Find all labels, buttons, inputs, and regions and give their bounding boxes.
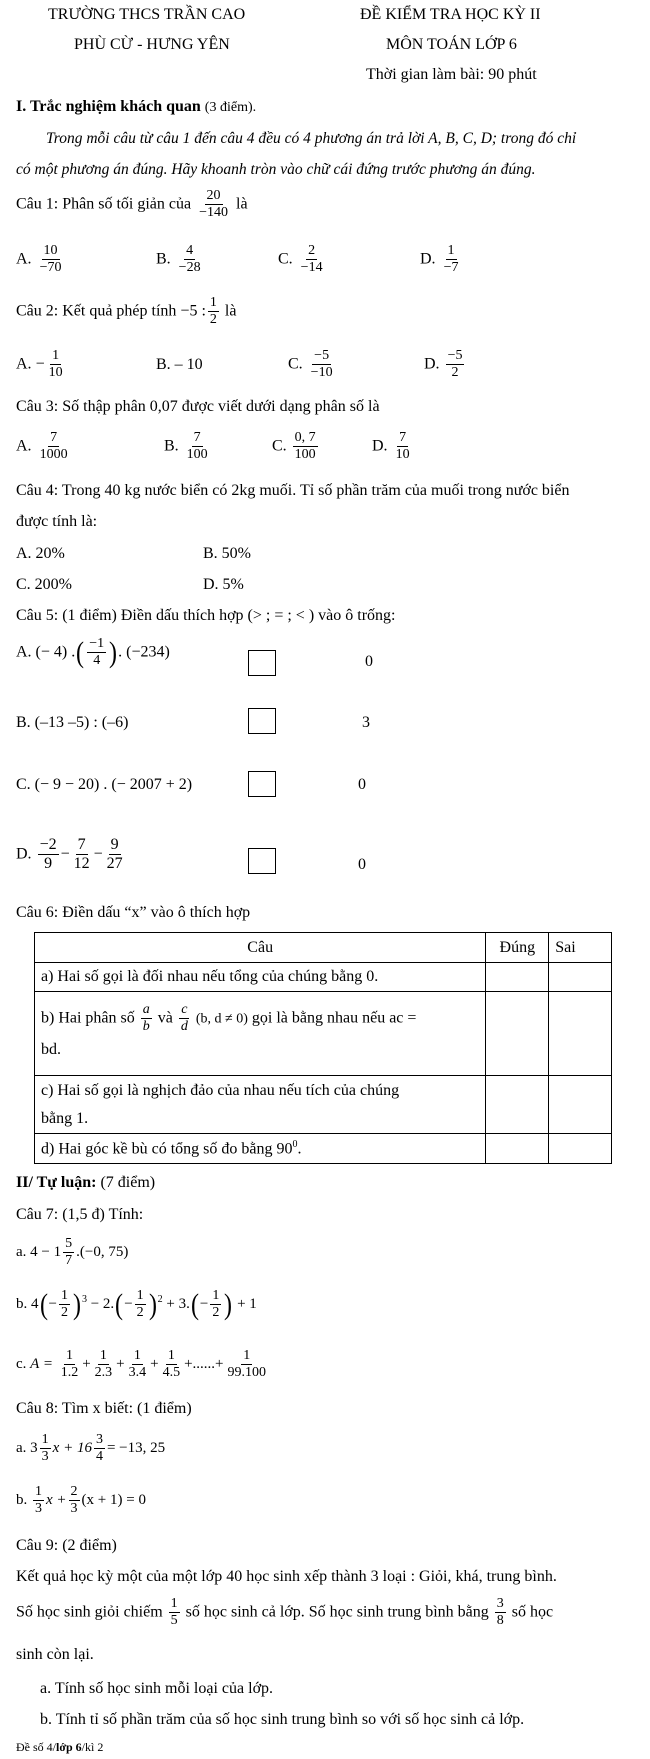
q1-stem bbox=[16, 188, 248, 221]
exam-subject: MÔN TOÁN LỚP 6 bbox=[386, 36, 517, 53]
q9-line2: Số học sinh giỏi chiếm $\frac{1}{5}$ số học sinh cả lớp. Số học sinh trung bình bằng $\frac{3}{8}$ số học bbox=[16, 1596, 554, 1629]
q2-option-a: A. − $\frac{1}{10}$ bbox=[16, 348, 63, 381]
exam-duration: Thời gian làm bài: 90 phút bbox=[366, 66, 537, 83]
q9-sub-a: a. Tính số học sinh mỗi loại của lớp. bbox=[40, 1680, 274, 1697]
q8-b: b. $\frac{1}{3}$ x + $\frac{2}{3}$ (x + 1) = 0 bbox=[16, 1484, 146, 1517]
header-true: Đúng bbox=[486, 933, 549, 963]
q5-a-expression: A. (− 4) .( $\frac{-1}{4}$ ). (−234) bbox=[16, 635, 170, 669]
q4-option-c: C. 200% bbox=[16, 576, 72, 593]
q4-option-d: D. 5% bbox=[203, 576, 244, 593]
q3-option-d: D. $\frac{7}{10}$ bbox=[372, 430, 410, 463]
school-name: TRƯỜNG THCS TRẦN CAO bbox=[48, 6, 246, 23]
table-header-row bbox=[35, 933, 612, 963]
row-d-true-cell[interactable] bbox=[486, 1134, 549, 1164]
q2-option-c: C. $\frac{-5}{-10}$ bbox=[288, 348, 333, 381]
q9-line1: Kết quả học kỳ một của một lớp 40 học sinh xếp thành 3 loại : Giỏi, khá, trung bình. bbox=[16, 1568, 557, 1585]
q5-b-expression: B. (–13 –5) : (–6) bbox=[16, 714, 129, 731]
part2-heading bbox=[16, 1174, 155, 1192]
row-b-true-cell[interactable] bbox=[486, 992, 549, 1076]
row-b-text: b) Hai phân số $\frac{a}{b}$ và $\frac{c}{d}$ (b, d ≠ 0) gọi là bằng nhau nếu ac = bd. bbox=[35, 992, 486, 1076]
q4-text-1: Câu 4: Trong 40 kg nước biển có 2kg muối. Tỉ số phần trăm của muối trong nước biển bbox=[16, 482, 570, 499]
q3-option-b: B. $\frac{7}{100}$ bbox=[164, 430, 208, 463]
row-a-text: a) Hai số gọi là đối nhau nếu tổng của chúng bằng 0. bbox=[35, 963, 486, 992]
q1-option-c: C. $\frac{2}{-14}$ bbox=[278, 243, 323, 276]
q9-stem: Câu 9: (2 điểm) bbox=[16, 1537, 117, 1554]
q4-option-b: B. 50% bbox=[203, 545, 251, 562]
q1-option-d: D. $\frac{1}{-7}$ bbox=[420, 243, 459, 276]
q5-d-expression: D. $\frac{-2}{9}$ − $\frac{7}{12}$ − $\frac{9}{27}$ bbox=[16, 836, 123, 873]
row-a-false-cell[interactable] bbox=[549, 963, 612, 992]
q9-sub-b: b. Tính tỉ số phần trăm của số học sinh trung bình so với số học sinh cả lớp. bbox=[40, 1711, 525, 1728]
q1-tail: là bbox=[236, 195, 248, 213]
part1-points: (3 điểm). bbox=[204, 100, 257, 115]
row-a-true-cell[interactable] bbox=[486, 963, 549, 992]
q1-option-b: B. $\frac{4}{-28}$ bbox=[156, 243, 201, 276]
q7-c: c. A = $\frac{1}{1.2}$ + $\frac{1}{2.3}$ + $\frac{1}{3.4}$ + $\frac{1}{4.5}$ +......+ $\frac{1}{99.100}$ bbox=[16, 1348, 267, 1381]
q5-c-answer-box[interactable] bbox=[248, 771, 276, 797]
q7-stem: Câu 7: (1,5 đ) Tính: bbox=[16, 1206, 144, 1223]
q1-option-a: A. $\frac{10}{-70}$ bbox=[16, 243, 62, 276]
q5-stem: Câu 5: (1 điểm) Điền dấu thích hợp (> ; = ; < ) vào ô trống: bbox=[16, 607, 396, 624]
q4-option-a: A. 20% bbox=[16, 545, 65, 562]
q4-text-2: được tính là: bbox=[16, 513, 98, 530]
row-c-false-cell[interactable] bbox=[549, 1076, 612, 1134]
row-d-false-cell[interactable] bbox=[549, 1134, 612, 1164]
q9-line3: sinh còn lại. bbox=[16, 1646, 94, 1663]
page-footer: Đề số 4/lớp 6/kì 2 bbox=[16, 1740, 104, 1754]
table-row bbox=[35, 1134, 612, 1164]
q2-stem: Câu 2: Kết quả phép tính −5 : $\frac{1}{2}$ là bbox=[16, 295, 237, 328]
q7-a: a. 4 − 1 $\frac{5}{7}$ .(−0, 75) bbox=[16, 1236, 129, 1269]
q5-b-answer-box[interactable] bbox=[248, 708, 276, 734]
q8-stem: Câu 8: Tìm x biết: (1 điểm) bbox=[16, 1400, 192, 1417]
row-c-text: c) Hai số gọi là nghịch đảo của nhau nếu tích của chúng bằng 1. bbox=[35, 1076, 486, 1134]
q8-a: a. 3 $\frac{1}{3}$ x + 16 $\frac{3}{4}$ = −13, 25 bbox=[16, 1432, 166, 1465]
header-question: Câu bbox=[35, 933, 486, 963]
q5-c-value: 0 bbox=[358, 776, 366, 793]
true-false-table bbox=[34, 932, 612, 1164]
header-false: Sai bbox=[549, 933, 612, 963]
q5-a-answer-box[interactable] bbox=[248, 650, 276, 676]
q5-d-answer-box[interactable] bbox=[248, 848, 276, 874]
row-c-true-cell[interactable] bbox=[486, 1076, 549, 1134]
row-d-text: d) Hai góc kề bù có tổng số đo bằng $90^0$. bbox=[35, 1134, 486, 1164]
q5-a-value: 0 bbox=[365, 653, 373, 670]
table-row bbox=[35, 963, 612, 992]
part2-title: II/ Tự luận: bbox=[16, 1174, 97, 1191]
q5-c-expression: C. (− 9 − 20) . (− 2007 + 2) bbox=[16, 776, 193, 793]
q3-option-a: A. $\frac{7}{1000}$ bbox=[16, 430, 68, 463]
school-location: PHÙ CỪ - HƯNG YÊN bbox=[74, 36, 230, 53]
exam-title: ĐỀ KIỂM TRA HỌC KỲ II bbox=[360, 6, 541, 23]
q5-d-value: 0 bbox=[358, 856, 366, 873]
part1-instruction-1: Trong mỗi câu từ câu 1 đến câu 4 đều có 4 phương án trả lời A, B, C, D; trong đó chỉ bbox=[46, 130, 577, 147]
part1-title: I. Trắc nghiệm khách quan bbox=[16, 98, 201, 115]
q2-option-d: D. $\frac{-5}{2}$ bbox=[424, 348, 463, 381]
q1-fraction: $\frac{20}{-140}$ bbox=[199, 188, 228, 221]
part1-instruction-2: có một phương án đúng. Hãy khoanh tròn vào chữ cái đứng trước phương án đúng. bbox=[16, 161, 536, 178]
table-row bbox=[35, 992, 612, 1076]
q6-stem: Câu 6: Điền dấu “x” vào ô thích hợp bbox=[16, 904, 251, 921]
table-row bbox=[35, 1076, 612, 1134]
part1-heading bbox=[16, 98, 256, 116]
q1-text: Câu 1: Phân số tối giản của bbox=[16, 195, 192, 213]
q3-option-c: C. $\frac{0, 7}{100}$ bbox=[272, 430, 316, 463]
part2-points: (7 điểm) bbox=[100, 1174, 156, 1191]
q3-stem: Câu 3: Số thập phân 0,07 được viết dưới dạng phân số là bbox=[16, 398, 380, 415]
q5-b-value: 3 bbox=[362, 714, 370, 731]
row-b-false-cell[interactable] bbox=[549, 992, 612, 1076]
q2-option-b: B. – 10 bbox=[156, 356, 203, 373]
q7-b: b. 4(− $\frac{1}{2}$ )$^3$ − 2.(− $\frac{1}{2}$ )$^2$ + 3.(− $\frac{1}{2}$ ) + 1 bbox=[16, 1287, 257, 1321]
